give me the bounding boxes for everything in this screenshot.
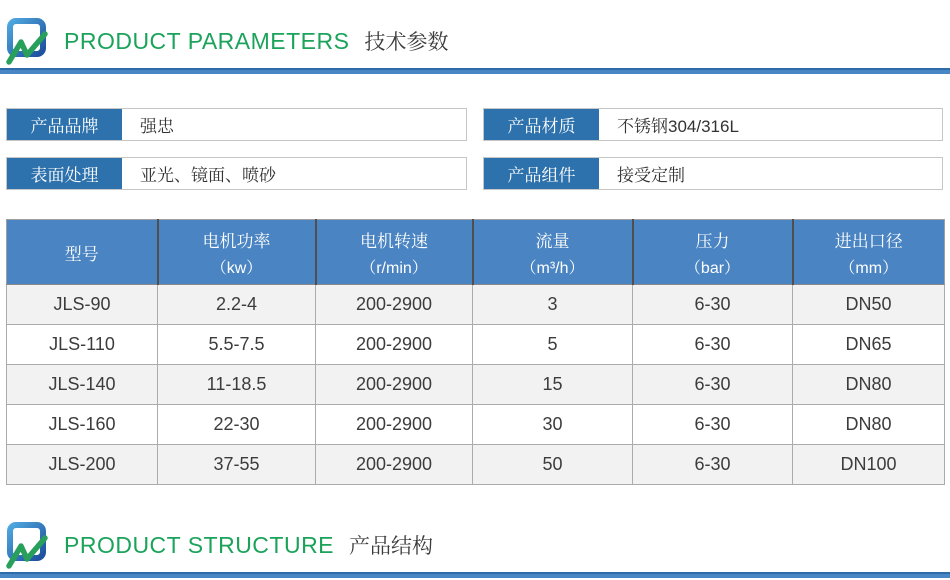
table-cell: 200-2900 — [316, 445, 473, 485]
field-components-value: 接受定制 — [617, 166, 685, 185]
table-cell: 6-30 — [633, 285, 793, 325]
parameters-table-body — [7, 285, 945, 485]
top-divider-bar — [0, 68, 950, 74]
table-cell: JLS-140 — [7, 365, 158, 405]
table-row — [7, 445, 945, 485]
table-cell: DN100 — [793, 445, 945, 485]
field-brand-value: 强忠 — [140, 117, 174, 136]
table-header-cell: 电机功率 （kw） — [158, 220, 316, 285]
table-cell: 6-30 — [633, 445, 793, 485]
table-cell: 200-2900 — [316, 405, 473, 445]
table-header-cell: 流量 （m³/h） — [473, 220, 633, 285]
table-cell: 200-2900 — [316, 365, 473, 405]
bottom-divider-bar — [0, 572, 950, 578]
structure-title-zh: 产品结构 — [349, 535, 434, 558]
table-row — [7, 285, 945, 325]
field-brand-label: 产品品牌 — [7, 109, 122, 140]
structure-section-header — [5, 521, 433, 569]
field-components — [483, 157, 943, 190]
table-cell: 6-30 — [633, 325, 793, 365]
parameters-title-en: PRODUCT PARAMETERS — [64, 27, 350, 54]
table-cell: JLS-90 — [7, 285, 158, 325]
table-cell: 6-30 — [633, 405, 793, 445]
table-cell: DN50 — [793, 285, 945, 325]
table-cell: 11-18.5 — [158, 365, 316, 405]
field-material-label: 产品材质 — [484, 109, 599, 140]
field-material-value: 不锈钢304/316L — [617, 117, 739, 136]
field-surface — [6, 157, 467, 190]
brand-logo-icon — [5, 17, 49, 65]
table-row — [7, 405, 945, 445]
brand-logo-icon — [5, 521, 49, 569]
table-cell: DN80 — [793, 365, 945, 405]
table-cell: 50 — [473, 445, 633, 485]
field-brand — [6, 108, 467, 141]
table-cell: 5 — [473, 325, 633, 365]
table-cell: 2.2-4 — [158, 285, 316, 325]
parameters-table-head — [7, 220, 945, 285]
table-cell: 22-30 — [158, 405, 316, 445]
table-header-cell: 型号 — [7, 220, 158, 285]
parameters-title-zh: 技术参数 — [364, 31, 449, 54]
spec-fields — [6, 108, 943, 190]
table-cell: 5.5-7.5 — [158, 325, 316, 365]
table-cell: JLS-200 — [7, 445, 158, 485]
parameters-section-header — [5, 17, 448, 65]
table-cell: DN80 — [793, 405, 945, 445]
table-cell: 6-30 — [633, 365, 793, 405]
table-cell: DN65 — [793, 325, 945, 365]
structure-title-en: PRODUCT STRUCTURE — [64, 531, 335, 558]
table-header-cell: 电机转速 （r/min） — [316, 220, 473, 285]
table-header-row — [7, 220, 945, 285]
field-components-label: 产品组件 — [484, 158, 599, 189]
table-cell: 30 — [473, 405, 633, 445]
field-material — [483, 108, 943, 141]
table-header-cell: 压力 （bar） — [633, 220, 793, 285]
field-surface-label: 表面处理 — [7, 158, 122, 189]
field-surface-value: 亚光、镜面、喷砂 — [140, 166, 276, 185]
table-cell: 37-55 — [158, 445, 316, 485]
table-cell: JLS-110 — [7, 325, 158, 365]
table-cell: JLS-160 — [7, 405, 158, 445]
table-cell: 200-2900 — [316, 325, 473, 365]
table-cell: 3 — [473, 285, 633, 325]
table-header-cell: 进出口径 （mm） — [793, 220, 945, 285]
table-row — [7, 325, 945, 365]
table-row — [7, 365, 945, 405]
parameters-table — [6, 219, 945, 485]
table-cell: 200-2900 — [316, 285, 473, 325]
table-cell: 15 — [473, 365, 633, 405]
